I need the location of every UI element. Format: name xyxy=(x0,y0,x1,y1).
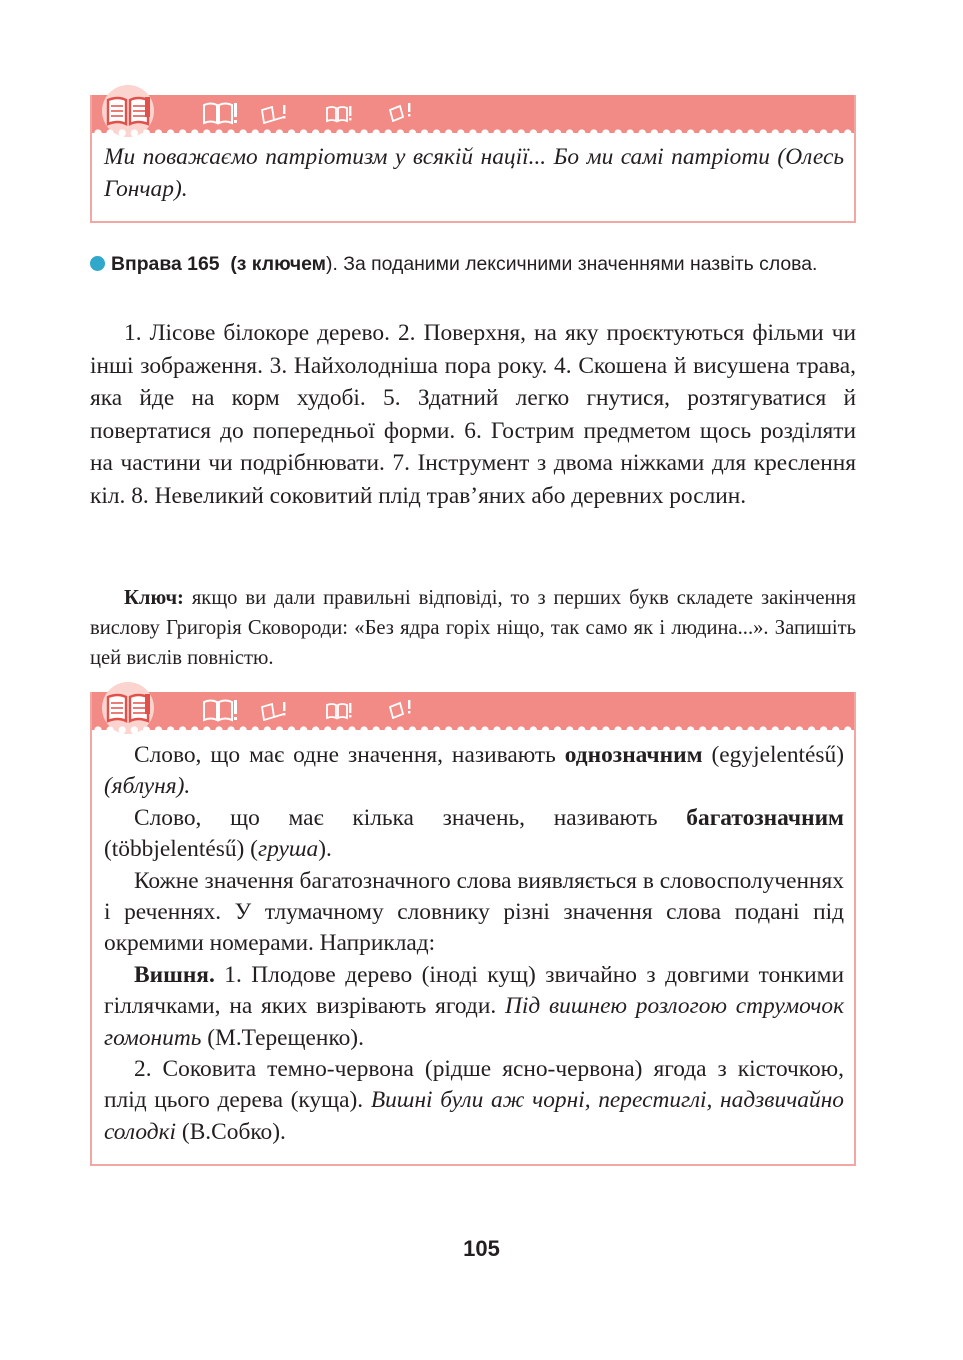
key-text: якщо ви дали правильні відповіді, то з перших букв складете закінчення вислову Григорія Сковороди: «Без ядра горіх ніщо, так само як і людина...». Запишіть цей вислів повністю. xyxy=(90,587,856,669)
text-span: Слово, що має кілька значень, називають xyxy=(134,804,687,831)
exercise-key xyxy=(90,583,856,673)
book-exclamation-icon xyxy=(202,698,238,724)
quote-text: Ми поважаємо патріотизм у всякій нації... Бо ми самі патріоти (Олесь Гончар). xyxy=(104,144,844,202)
exercise-body: 1. Лісове білокоре дерево. 2. Поверхня, на яку проєктуються фільми чи інші зображення. 3. Найхолодніша пора року. 4. Скошена й висушена трава, яка йде на корм худобі. 5. Здатний легко гнутися, розтягуватися й повертатися до попередньої форми. 6. Гострим предметом щось розділяти на частини чи подрібнювати. 7. Інструмент з двома ніжками для креслення кіл. 8. Невеликий соковитий плід трав’яних або деревних рослин. xyxy=(90,320,856,509)
exercise-label: Вправа 165 xyxy=(111,253,220,275)
rule-box xyxy=(90,692,856,1166)
key-label: Ключ: xyxy=(124,587,184,609)
example-italic: груша xyxy=(257,836,319,863)
book-exclamation-icon xyxy=(325,104,353,124)
scalloped-edge xyxy=(92,724,854,736)
text-span: Слово, що має одне значення, називають xyxy=(134,742,565,768)
text-span: ). xyxy=(318,836,332,863)
text-span: (egyjelentésű) xyxy=(702,742,844,768)
rule-paragraph xyxy=(104,740,844,803)
rule-paragraph xyxy=(104,803,844,866)
example-italic: (яблуня). xyxy=(104,773,191,800)
text-span: (többjelentésű) ( xyxy=(104,836,258,863)
book-exclamation-icon xyxy=(325,701,353,721)
exercise-instruction: ). За поданими лексичними значеннями назвіть слова. xyxy=(326,253,818,275)
scalloped-edge xyxy=(92,127,854,139)
example-italic: Вишні були аж чорні, перестиглі, надзвичайно солодкі xyxy=(104,1087,845,1145)
book-exclamation-icon xyxy=(260,104,288,124)
book-exclamation-icon xyxy=(388,102,416,122)
quote-box-header xyxy=(92,95,854,133)
term-bold: Вишня. xyxy=(134,961,215,988)
term-bold: багатозначним xyxy=(686,804,844,831)
text-span: 1. Плодове дерево (іноді кущ) звичайно з довгими тонкими гіллячками, на яких визрівають ягоди. xyxy=(104,961,844,1020)
page-number: 105 xyxy=(463,1236,500,1261)
bullet-dot-icon xyxy=(90,256,105,271)
book-exclamation-icon xyxy=(202,101,238,127)
rule-text xyxy=(92,730,854,1158)
exercise-heading xyxy=(90,250,856,279)
book-exclamation-icon xyxy=(388,699,416,719)
text-span: (В.Собко). xyxy=(176,1118,286,1145)
rule-paragraph: Кожне значення багатозначного слова виявляється в словосполученнях і реченнях. У тлумачному словнику різні значення слова подані під окремими номерами. Наприклад: xyxy=(104,867,844,957)
rule-paragraph xyxy=(104,1054,844,1148)
text-span: (М.Терещенко). xyxy=(201,1024,364,1051)
book-exclamation-icon xyxy=(260,701,288,721)
example-italic: Під вишнею розлогою струмочок гомонить xyxy=(104,993,845,1051)
rule-box-header xyxy=(92,692,854,730)
exercise-key-note: (з ключем xyxy=(230,253,327,275)
term-bold: однозначним xyxy=(564,742,703,768)
text-span: 2. Соковита темно-червона (рідше ясно-червона) ягода з кісточкою, плід цього дерева (куща). xyxy=(104,1056,844,1114)
quote-box xyxy=(90,95,856,223)
rule-paragraph xyxy=(104,960,844,1054)
